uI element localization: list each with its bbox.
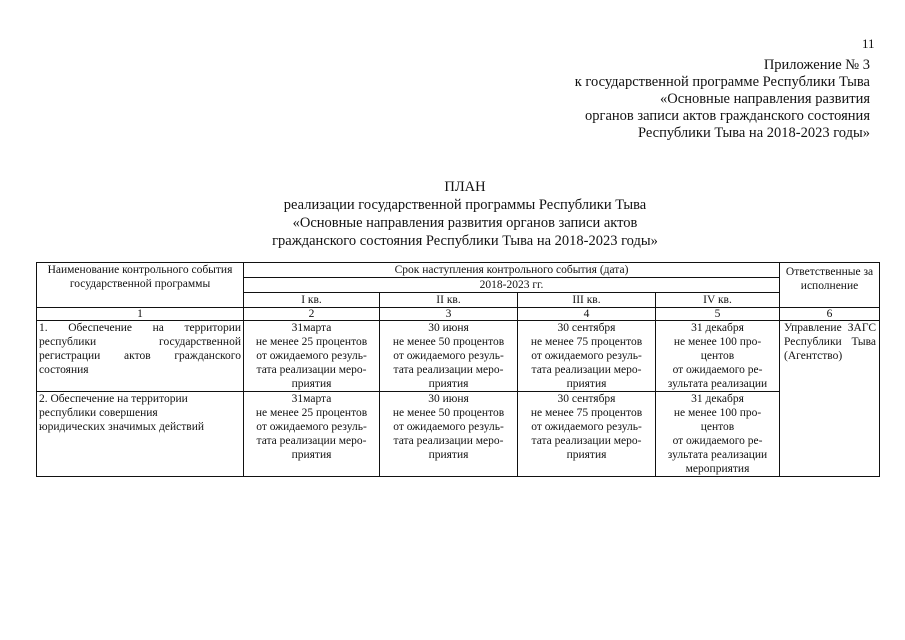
cell-line: приятия [291, 378, 332, 390]
cell-line: зультата реализации [667, 449, 768, 461]
cell-line: от ожидаемого резуль- [531, 421, 642, 433]
header-q2: II кв. [380, 293, 518, 308]
plan-table [36, 262, 880, 477]
cell-line: не менее 75 процентов [530, 336, 643, 348]
appendix-line: Республики Тыва на 2018-2023 годы» [637, 125, 870, 141]
cell-line: тата реализации меро- [256, 435, 367, 447]
title-line: реализации государственной программы Республики Тыва [283, 197, 647, 213]
event-name: 1. Обеспечение на территории республики государственной регистрации актов гражданского состояния [37, 321, 244, 392]
cell-line: приятия [566, 449, 607, 461]
cell-line: мероприятия [685, 463, 750, 475]
col-number: 1 [37, 308, 244, 321]
q1-cell [244, 321, 380, 392]
cell-line: от ожидаемого резуль- [256, 350, 367, 362]
table-row [37, 392, 880, 477]
cell-line: 30 июня [428, 393, 469, 405]
cell-line: приятия [566, 378, 607, 390]
q2-cell [380, 321, 518, 392]
q4-cell [656, 321, 780, 392]
cell-line: 31марта [291, 393, 332, 405]
cell-line: не менее 50 процентов [392, 336, 505, 348]
cell-line: приятия [428, 378, 469, 390]
q4-cell [656, 392, 780, 477]
col-number: 4 [518, 308, 656, 321]
title-line: гражданского состояния Республики Тыва на 2018-2023 годы» [272, 233, 658, 249]
cell-line: тата реализации меро- [531, 435, 642, 447]
cell-line: не менее 25 процентов [255, 336, 368, 348]
q3-cell [518, 392, 656, 477]
cell-line: от ожидаемого резуль- [531, 350, 642, 362]
cell-line: от ожидаемого ре- [672, 435, 763, 447]
appendix-line: Приложение № 3 [763, 57, 870, 73]
col-number: 3 [380, 308, 518, 321]
cell-line: от ожидаемого резуль- [256, 421, 367, 433]
column-number-row [37, 308, 880, 321]
title-heading: ПЛАН [444, 179, 486, 195]
cell-line: тата реализации меро- [393, 435, 504, 447]
responsible-cell: Управление ЗАГС Республики Тыва (Агентство) [780, 321, 880, 477]
col-number: 2 [244, 308, 380, 321]
cell-line: приятия [428, 449, 469, 461]
cell-line: 31 декабря [691, 393, 744, 405]
header-responsible-col: Ответственные за исполнение [780, 263, 880, 308]
cell-line: от ожидаемого резуль- [393, 350, 504, 362]
cell-line: не менее 100 про- [673, 336, 762, 348]
cell-line: от ожидаемого резуль- [393, 421, 504, 433]
appendix-line: к государственной программе Республики Тыва [574, 74, 870, 90]
page-number: 11 [862, 36, 875, 51]
cell-line: 30 сентября [557, 322, 616, 334]
cell-line: зультата реализации [667, 378, 768, 390]
cell-line: центов [700, 421, 735, 433]
cell-line: 30 сентября [557, 393, 616, 405]
cell-line: не менее 75 процентов [530, 407, 643, 419]
cell-line: не менее 50 процентов [392, 407, 505, 419]
cell-line: не менее 25 процентов [255, 407, 368, 419]
col-number: 5 [656, 308, 780, 321]
cell-line: не менее 100 про- [673, 407, 762, 419]
cell-line: 31 декабря [691, 322, 744, 334]
document-title [200, 178, 730, 250]
cell-line: тата реализации меро- [256, 364, 367, 376]
cell-line: тата реализации меро- [393, 364, 504, 376]
cell-line: приятия [291, 449, 332, 461]
header-years: 2018-2023 гг. [244, 278, 780, 293]
cell-line: тата реализации меро- [531, 364, 642, 376]
q3-cell [518, 321, 656, 392]
header-q3: III кв. [518, 293, 656, 308]
header-deadline-group: Срок наступления контрольного события (дата) [244, 263, 780, 278]
cell-line: 31марта [291, 322, 332, 334]
header-q1: I кв. [244, 293, 380, 308]
table-row [37, 321, 880, 392]
q1-cell [244, 392, 380, 477]
title-line: «Основные направления развития органов записи актов [292, 215, 638, 231]
cell-line: центов [700, 350, 735, 362]
cell-line: 30 июня [428, 322, 469, 334]
event-name: 2. Обеспечение на территории республики совершения юридических значимых действий [37, 392, 244, 477]
cell-line: от ожидаемого ре- [672, 364, 763, 376]
appendix-block [540, 57, 870, 142]
q2-cell [380, 392, 518, 477]
header-row [37, 263, 880, 278]
header-q4: IV кв. [656, 293, 780, 308]
col-number: 6 [780, 308, 880, 321]
appendix-line: «Основные направления развития [660, 91, 870, 107]
header-name-col: Наименование контрольного события государственной программы [37, 263, 244, 308]
appendix-line: органов записи актов гражданского состояния [585, 108, 870, 124]
